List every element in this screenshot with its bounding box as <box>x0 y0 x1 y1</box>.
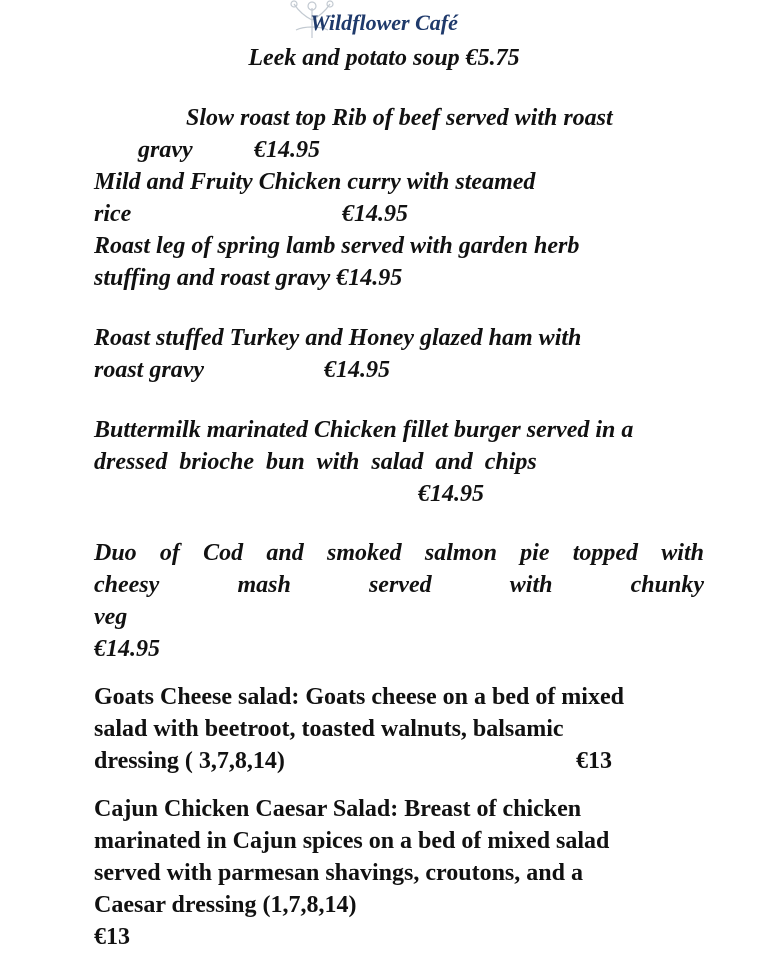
word: with <box>509 572 553 598</box>
cafe-name: Wildflower Café <box>310 10 458 35</box>
menu-item-pie-line1 <box>94 537 704 569</box>
word: and <box>266 540 304 566</box>
menu-item-lamb-line1: Roast leg of spring lamb served with garden herb <box>94 233 580 259</box>
word: smoked <box>327 540 402 566</box>
menu-item-caesar-line2: marinated in Cajun spices on a bed of mixed salad <box>94 828 610 854</box>
menu-item-lamb-line2: stuffing and roast gravy €14.95 <box>94 265 403 291</box>
menu-item-turkey-price: €14.95 <box>324 357 390 383</box>
menu-item-curry-line1: Mild and Fruity Chicken curry with steamed <box>94 169 536 195</box>
menu-item-pie-price: €14.95 <box>94 636 160 662</box>
menu-item-curry-price: €14.95 <box>342 201 408 227</box>
word: Cod <box>203 540 244 566</box>
menu-item-pie-line3: veg <box>94 604 128 630</box>
word: mash <box>237 572 291 598</box>
menu-item-caesar-line3: served with parmesan shavings, croutons, and a <box>94 860 583 886</box>
word: Duo <box>94 540 137 566</box>
menu-item-caesar-line1: Cajun Chicken Caesar Salad: Breast of chicken <box>94 796 582 822</box>
menu-item-goats-line2: salad with beetroot, toasted walnuts, balsamic <box>94 716 564 742</box>
menu-item-curry-line2: rice <box>94 201 132 227</box>
menu-item-goats-line3: dressing ( 3,7,8,14) <box>94 748 285 774</box>
menu-item-beef-line1: Slow roast top Rib of beef served with roast <box>186 105 613 131</box>
menu-item-caesar-price: €13 <box>94 924 130 950</box>
menu-item-burger-price: €14.95 <box>418 481 484 507</box>
word: chunky <box>630 572 704 598</box>
word: served <box>368 572 432 598</box>
menu-item-turkey-line1: Roast stuffed Turkey and Honey glazed ham with <box>94 325 582 351</box>
menu-item-burger-line2: dressed brioche bun with salad and chips <box>94 449 537 475</box>
word: with <box>661 540 704 566</box>
word: cheesy <box>94 572 160 598</box>
menu-item-goats-line1: Goats Cheese salad: Goats cheese on a bed of mixed <box>94 684 624 710</box>
word: pie <box>520 540 550 566</box>
menu-item-soup: Leek and potato soup €5.75 <box>248 45 520 71</box>
menu-item-goats-price: €13 <box>576 748 612 774</box>
menu-item-burger-line1: Buttermilk marinated Chicken fillet burger served in a <box>94 417 634 443</box>
menu-item-beef-line2: gravy <box>138 137 193 163</box>
word: salmon <box>424 540 497 566</box>
menu-item-beef-price: €14.95 <box>254 137 320 163</box>
menu-item-pie-line2 <box>94 569 704 601</box>
menu-item-turkey-line2: roast gravy <box>94 357 204 383</box>
word: topped <box>572 540 639 566</box>
word: of <box>159 540 180 566</box>
menu-item-caesar-line4: Caesar dressing (1,7,8,14) <box>94 892 357 918</box>
